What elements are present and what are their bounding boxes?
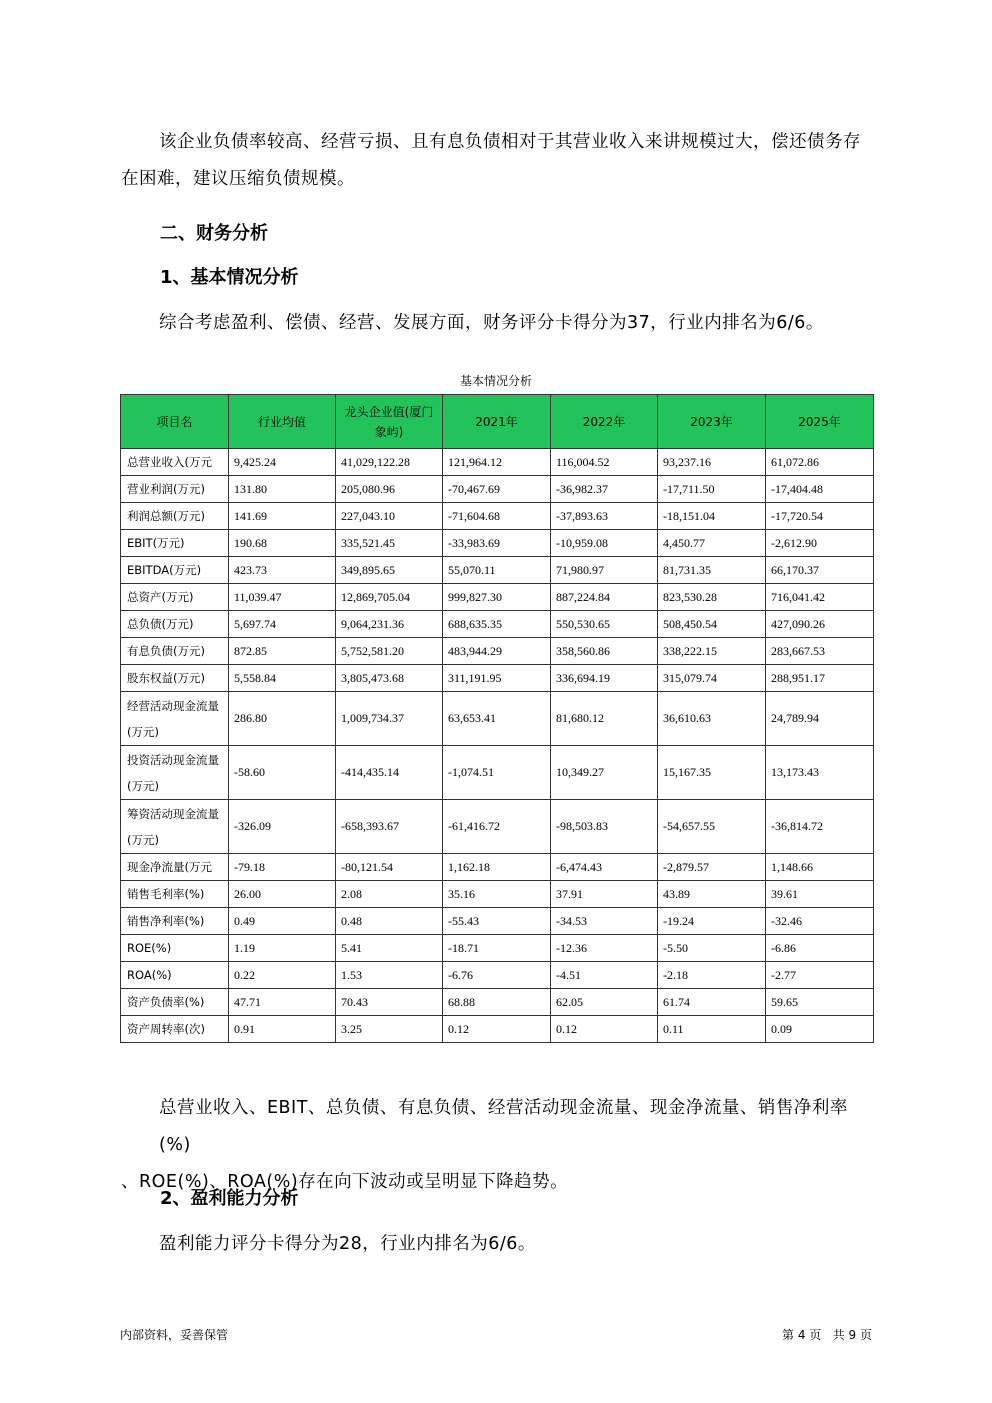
table-cell: 70.43 [336, 989, 443, 1016]
row-label: 营业利润(万元) [121, 476, 229, 503]
table-cell: 62.05 [551, 989, 658, 1016]
table-cell: 283,667.53 [766, 638, 874, 665]
table-cell: -33,983.69 [443, 530, 551, 557]
subsection-1-text: 综合考虑盈利、偿债、经营、发展方面，财务评分卡得分为37，行业内排名为6/6。 [159, 313, 824, 333]
table-header-cell: 2022年 [551, 395, 658, 449]
table-cell: 508,450.54 [658, 611, 766, 638]
subsection-2-title: 2、盈利能力分析 [160, 1188, 299, 1209]
table-cell: 5,697.74 [229, 611, 336, 638]
table-row [121, 611, 874, 638]
table-cell: 190.68 [229, 530, 336, 557]
table-header-cell: 2023年 [658, 395, 766, 449]
table-cell: 0.91 [229, 1016, 336, 1043]
table-cell: -326.09 [229, 800, 336, 854]
table-cell: 5.41 [336, 935, 443, 962]
table-cell: -17,404.48 [766, 476, 874, 503]
table-cell: 13,173.43 [766, 746, 874, 800]
row-label: EBIT(万元) [121, 530, 229, 557]
table-cell: 286.80 [229, 692, 336, 746]
table-cell: -55.43 [443, 908, 551, 935]
table-cell: 81,731.35 [658, 557, 766, 584]
table-caption: 基本情况分析 [459, 374, 532, 388]
table-cell: -17,720.54 [766, 503, 874, 530]
table-cell: -34.53 [551, 908, 658, 935]
row-label: 利润总额(万元) [121, 503, 229, 530]
intro-line-2: 在困难，建议压缩负债规模。 [121, 169, 355, 189]
subsection-1-title: 1、基本情况分析 [160, 267, 299, 288]
table-cell: 2.08 [336, 881, 443, 908]
table-cell: 688,635.35 [443, 611, 551, 638]
table-cell: -70,467.69 [443, 476, 551, 503]
table-cell: 358,560.86 [551, 638, 658, 665]
table-cell: 335,521.45 [336, 530, 443, 557]
table-cell: 0.09 [766, 1016, 874, 1043]
table-cell: -10,959.08 [551, 530, 658, 557]
table-cell: -12.36 [551, 935, 658, 962]
table-body [121, 449, 874, 1043]
table-cell: 0.49 [229, 908, 336, 935]
table-cell: 0.48 [336, 908, 443, 935]
section-title: 二、财务分析 [160, 223, 268, 244]
table-header-cell: 龙头企业值(厦门象屿) [336, 395, 443, 449]
table-cell: 0.12 [551, 1016, 658, 1043]
table-cell: 131.80 [229, 476, 336, 503]
table-row [121, 503, 874, 530]
row-label: 总负债(万元) [121, 611, 229, 638]
table-cell: -1,074.51 [443, 746, 551, 800]
table-row [121, 854, 874, 881]
table-cell: 68.88 [443, 989, 551, 1016]
table-cell: 15,167.35 [658, 746, 766, 800]
intro-line-1: 该企业负债率较高、经营亏损、且有息负债相对于其营业收入来讲规模过大，偿还债务存 [159, 132, 861, 152]
table-cell: -2,612.90 [766, 530, 874, 557]
table-row [121, 746, 874, 800]
table-cell: 24,789.94 [766, 692, 874, 746]
table-cell: 716,041.42 [766, 584, 874, 611]
table-cell: 0.22 [229, 962, 336, 989]
table-cell: -36,982.37 [551, 476, 658, 503]
table-cell: 61,072.86 [766, 449, 874, 476]
row-label: EBITDA(万元) [121, 557, 229, 584]
table-cell: 26.00 [229, 881, 336, 908]
table-cell: -2.77 [766, 962, 874, 989]
table-cell: 63,653.41 [443, 692, 551, 746]
table-cell: 41,029,122.28 [336, 449, 443, 476]
table-row [121, 476, 874, 503]
table-cell: 141.69 [229, 503, 336, 530]
table-cell: 43.89 [658, 881, 766, 908]
table-cell: -18,151.04 [658, 503, 766, 530]
table-cell: -80,121.54 [336, 854, 443, 881]
table-row [121, 665, 874, 692]
row-label: 筹资活动现金流量(万元) [121, 800, 229, 854]
table-cell: -58.60 [229, 746, 336, 800]
table-cell: -2,879.57 [658, 854, 766, 881]
table-cell: 59.65 [766, 989, 874, 1016]
table-row [121, 692, 874, 746]
row-label: 资产负债率(%) [121, 989, 229, 1016]
row-label: 总营业收入(万元 [121, 449, 229, 476]
table-row [121, 557, 874, 584]
table-cell: 999,827.30 [443, 584, 551, 611]
table-cell: -36,814.72 [766, 800, 874, 854]
table-row [121, 530, 874, 557]
table-cell: 39.61 [766, 881, 874, 908]
table-row [121, 638, 874, 665]
table-cell: -54,657.55 [658, 800, 766, 854]
row-label: 资产周转率(次) [121, 1016, 229, 1043]
table-cell: -37,893.63 [551, 503, 658, 530]
table-cell: 0.11 [658, 1016, 766, 1043]
table-cell: 36,610.63 [658, 692, 766, 746]
table-cell: -2.18 [658, 962, 766, 989]
table-cell: 61.74 [658, 989, 766, 1016]
trend-line-1: 总营业收入、EBIT、总负债、有息负债、经营活动现金流量、现金净流量、销售净利率(%) [159, 1098, 848, 1155]
table-cell: 116,004.52 [551, 449, 658, 476]
table-row [121, 881, 874, 908]
table-cell: 1,162.18 [443, 854, 551, 881]
table-cell: 11,039.47 [229, 584, 336, 611]
table-cell: -98,503.83 [551, 800, 658, 854]
row-label: 总资产(万元) [121, 584, 229, 611]
basic-analysis-table [120, 394, 874, 1043]
table-cell: 423.73 [229, 557, 336, 584]
table-cell: 311,191.95 [443, 665, 551, 692]
row-label: ROE(%) [121, 935, 229, 962]
table-cell: 55,070.11 [443, 557, 551, 584]
table-cell: 35.16 [443, 881, 551, 908]
table-cell: 483,944.29 [443, 638, 551, 665]
row-label: 经营活动现金流量(万元) [121, 692, 229, 746]
table-cell: 121,964.12 [443, 449, 551, 476]
footer-page-number: 第 4 页 共 9 页 [782, 1328, 872, 1342]
row-label: 销售毛利率(%) [121, 881, 229, 908]
table-cell: -6.86 [766, 935, 874, 962]
table-row [121, 449, 874, 476]
table-cell: -18.71 [443, 935, 551, 962]
table-cell: 550,530.65 [551, 611, 658, 638]
table-cell: -61,416.72 [443, 800, 551, 854]
table-row [121, 989, 874, 1016]
subsection-2-text: 盈利能力评分卡得分为28，行业内排名为6/6。 [159, 1234, 536, 1254]
table-cell: 12,869,705.04 [336, 584, 443, 611]
trend-line-2: 、ROE(%)、ROA(%)存在向下波动或呈明显下降趋势。 [121, 1172, 569, 1192]
table-cell: 887,224.84 [551, 584, 658, 611]
table-cell: 71,980.97 [551, 557, 658, 584]
table-cell: 288,951.17 [766, 665, 874, 692]
table-cell: 227,043.10 [336, 503, 443, 530]
table-cell: 1.19 [229, 935, 336, 962]
footer-left: 内部资料，妥善保管 [120, 1328, 229, 1342]
table-cell: 9,425.24 [229, 449, 336, 476]
table-header-row [121, 395, 874, 449]
table-cell: -79.18 [229, 854, 336, 881]
table-cell: 93,237.16 [658, 449, 766, 476]
row-label: 投资活动现金流量(万元) [121, 746, 229, 800]
table-cell: 338,222.15 [658, 638, 766, 665]
table-cell: 66,170.37 [766, 557, 874, 584]
table-header-cell: 2025年 [766, 395, 874, 449]
row-label: 有息负债(万元) [121, 638, 229, 665]
table-cell: 37.91 [551, 881, 658, 908]
table-cell: -658,393.67 [336, 800, 443, 854]
table-cell: -17,711.50 [658, 476, 766, 503]
table-cell: 315,079.74 [658, 665, 766, 692]
table-cell: -32.46 [766, 908, 874, 935]
table-cell: -6,474.43 [551, 854, 658, 881]
intro-paragraph [121, 124, 873, 198]
table-cell: 349,895.65 [336, 557, 443, 584]
table-header-cell: 行业均值 [229, 395, 336, 449]
table-cell: 9,064,231.36 [336, 611, 443, 638]
table-cell: 1,148.66 [766, 854, 874, 881]
table-cell: 205,080.96 [336, 476, 443, 503]
table-row [121, 800, 874, 854]
table-cell: 336,694.19 [551, 665, 658, 692]
table-cell: 3.25 [336, 1016, 443, 1043]
table-row [121, 962, 874, 989]
table-header-cell: 项目名 [121, 395, 229, 449]
table-cell: -19.24 [658, 908, 766, 935]
table-cell: 427,090.26 [766, 611, 874, 638]
table-cell: 5,752,581.20 [336, 638, 443, 665]
row-label: ROA(%) [121, 962, 229, 989]
table-header-cell: 2021年 [443, 395, 551, 449]
table-cell: 1,009,734.37 [336, 692, 443, 746]
table-row [121, 1016, 874, 1043]
table-cell: -6.76 [443, 962, 551, 989]
row-label: 销售净利率(%) [121, 908, 229, 935]
table-cell: 823,530.28 [658, 584, 766, 611]
table-cell: 4,450.77 [658, 530, 766, 557]
table-cell: 0.12 [443, 1016, 551, 1043]
table-cell: -414,435.14 [336, 746, 443, 800]
table-cell: -5.50 [658, 935, 766, 962]
table-cell: 872.85 [229, 638, 336, 665]
table-cell: 81,680.12 [551, 692, 658, 746]
table-cell: -4.51 [551, 962, 658, 989]
table-cell: 47.71 [229, 989, 336, 1016]
table-cell: 10,349.27 [551, 746, 658, 800]
table-row [121, 935, 874, 962]
table-cell: 3,805,473.68 [336, 665, 443, 692]
table-cell: 5,558.84 [229, 665, 336, 692]
table-row [121, 584, 874, 611]
table-cell: 1.53 [336, 962, 443, 989]
row-label: 股东权益(万元) [121, 665, 229, 692]
row-label: 现金净流量(万元 [121, 854, 229, 881]
table-cell: -71,604.68 [443, 503, 551, 530]
table-row [121, 908, 874, 935]
